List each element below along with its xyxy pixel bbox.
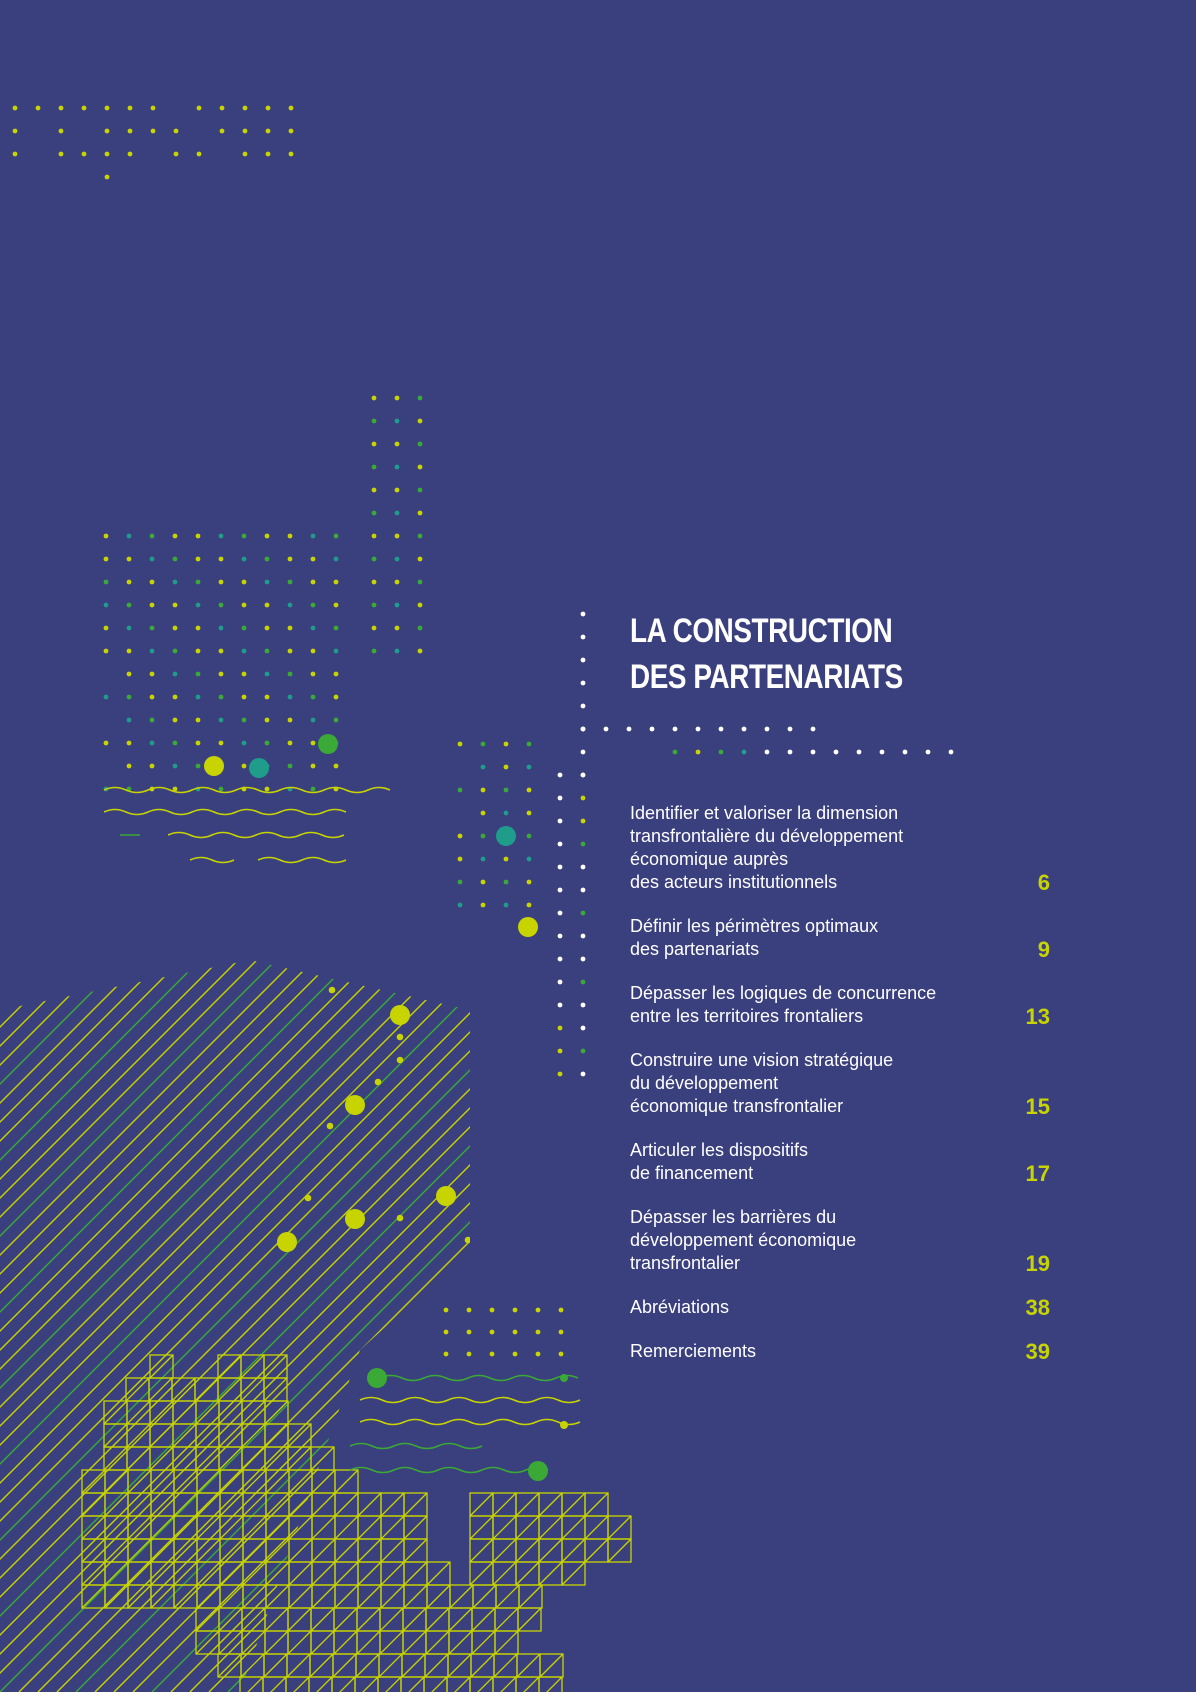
table-of-contents — [630, 802, 1050, 1384]
toc-entry[interactable] — [630, 1139, 1050, 1185]
toc-entry[interactable] — [630, 982, 1050, 1028]
toc-entry-title — [630, 982, 990, 1028]
toc-entry-title — [630, 1049, 990, 1118]
toc-entry-title — [630, 1206, 990, 1275]
toc-entry-line: transfrontalière du développement — [630, 826, 904, 846]
toc-entry-line: économique transfrontalier — [630, 1096, 844, 1116]
section-title-line-1: LA CONSTRUCTION — [630, 612, 893, 650]
toc-entry-line: Identifier et valoriser la dimension — [630, 803, 899, 823]
toc-entry-line: de financement — [630, 1163, 754, 1183]
toc-entry-line: Définir les périmètres optimaux — [630, 916, 879, 936]
toc-page-number: 17 — [1025, 1161, 1050, 1186]
toc-page-number: 38 — [1025, 1295, 1050, 1320]
toc-entry-title — [630, 1296, 990, 1319]
toc-entry-line: Dépasser les logiques de concurrence — [630, 983, 937, 1003]
toc-page-number: 13 — [1025, 1004, 1050, 1029]
toc-entry-line: économique auprès — [630, 849, 789, 869]
toc-entry-title — [630, 1340, 990, 1363]
toc-entry-line: entre les territoires frontaliers — [630, 1006, 864, 1026]
top-dot-pattern — [13, 106, 294, 180]
toc-entry-line: Construire une vision stratégique — [630, 1050, 894, 1070]
toc-entry[interactable] — [630, 1206, 1050, 1275]
toc-entry-line: du développement — [630, 1073, 779, 1093]
toc-entry-title — [630, 1139, 990, 1185]
toc-entry-line: Dépasser les barrières du — [630, 1207, 837, 1227]
section-title — [630, 608, 903, 700]
toc-page-number: 15 — [1025, 1094, 1050, 1119]
toc-page-number: 6 — [1037, 870, 1050, 895]
toc-entry-line: des partenariats — [630, 939, 760, 959]
toc-page-number: 9 — [1037, 937, 1050, 962]
toc-entry-line: Remerciements — [630, 1341, 757, 1361]
toc-entry-line: développement économique — [630, 1230, 857, 1250]
toc-entry[interactable] — [630, 1296, 1050, 1319]
toc-entry[interactable] — [630, 1049, 1050, 1118]
toc-entry[interactable] — [630, 915, 1050, 961]
toc-entry-line: Articuler les dispositifs — [630, 1140, 809, 1160]
toc-entry-line: des acteurs institutionnels — [630, 872, 838, 892]
section-title-line-2: DES PARTENARIATS — [630, 658, 903, 696]
toc-page-number: 19 — [1025, 1251, 1050, 1276]
toc-entry-line: Abréviations — [630, 1297, 730, 1317]
toc-entry[interactable] — [630, 802, 1050, 894]
toc-entry-line: transfrontalier — [630, 1253, 741, 1273]
toc-entry-title — [630, 802, 990, 894]
circle-accent-pattern — [204, 734, 568, 1481]
toc-page-number: 39 — [1025, 1339, 1050, 1364]
toc-entry[interactable] — [630, 1340, 1050, 1363]
toc-entry-title — [630, 915, 990, 961]
